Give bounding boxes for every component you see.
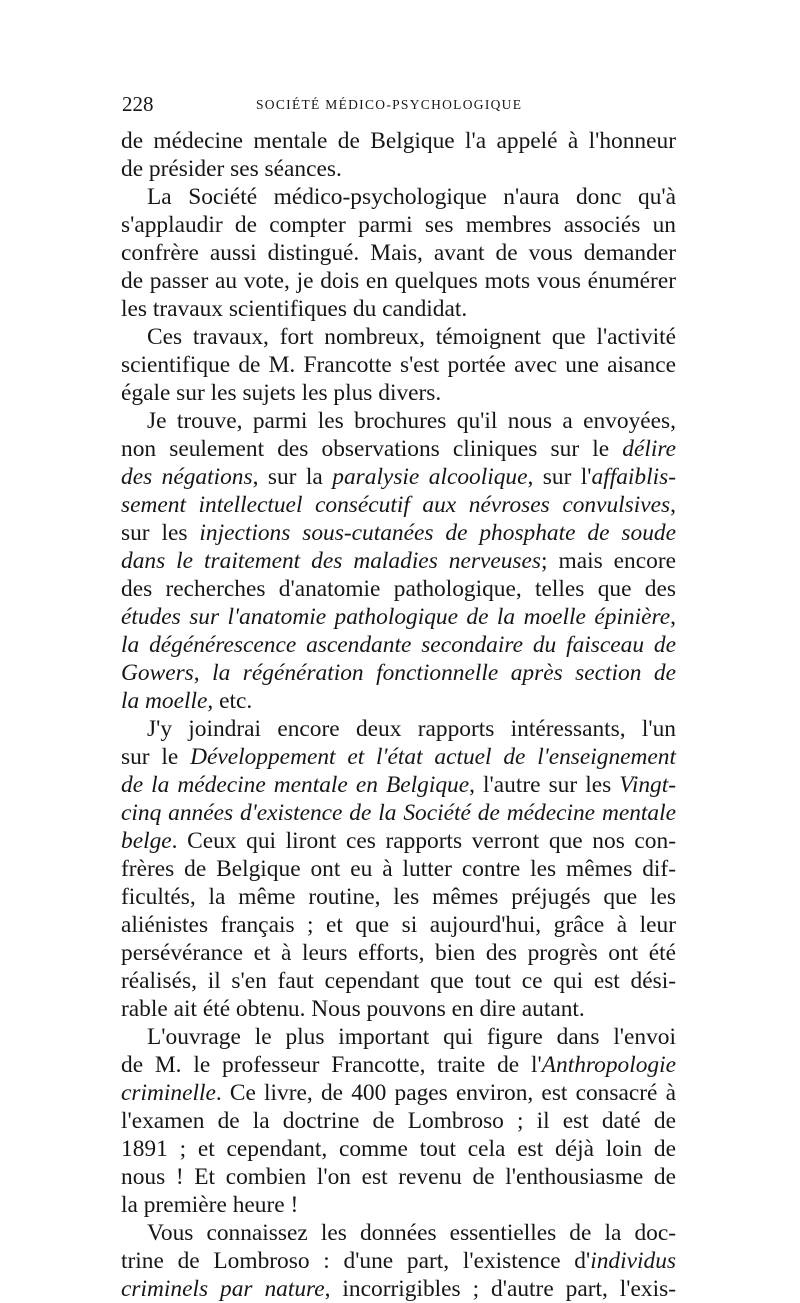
text-segment: . Ce livre, de 400 pages environ, est consacré à	[215, 1080, 676, 1106]
italic-text: injections sous-cutanées de phosphate de soude	[199, 520, 676, 546]
italic-text: paralysie alcoolique	[332, 464, 528, 490]
text-segment: Ces travaux, fort nombreux, témoignent que l'activité	[147, 324, 676, 350]
text-line	[121, 715, 676, 743]
italic-text: études sur l'anatomie pathologique de la moelle épinière	[121, 604, 671, 630]
text-segment: nous ! Et combien l'on est revenu de l'enthousiasme de	[121, 1164, 676, 1190]
text-line	[121, 351, 676, 379]
text-segment: 1891 ; et cependant, comme tout cela est déjà loin de	[121, 1136, 676, 1162]
page-header	[122, 92, 677, 118]
text-line	[121, 799, 676, 827]
text-line	[121, 575, 676, 603]
italic-text: la moelle	[121, 688, 208, 714]
text-line	[121, 435, 676, 463]
text-line	[121, 155, 676, 183]
text-segment: ,	[670, 492, 676, 518]
text-line	[121, 687, 676, 715]
text-segment: réalisés, il s'en faut cependant que tout ce qui est dési-	[121, 968, 676, 994]
text-line	[121, 631, 676, 659]
text-segment: non seulement des observations cliniques sur le	[121, 436, 623, 462]
italic-text: des négations	[121, 464, 253, 490]
text-line	[121, 659, 676, 687]
text-line	[121, 1247, 676, 1275]
text-line	[121, 547, 676, 575]
text-segment: de M. le professeur Francotte, traite de l'	[121, 1052, 542, 1078]
text-segment: Je trouve, parmi les brochures qu'il nous a envoyées,	[147, 408, 676, 434]
text-line	[121, 407, 676, 435]
page-number: 228	[122, 92, 154, 116]
text-segment: la première heure !	[121, 1192, 299, 1218]
text-line	[121, 239, 676, 267]
text-segment: Vous connaissez les données essentielles de la doc-	[147, 1220, 676, 1246]
text-line	[121, 743, 676, 771]
text-line	[121, 827, 676, 855]
text-segment: scientifique de M. Francotte s'est portée avec une aisance	[121, 352, 676, 378]
text-line	[121, 127, 676, 155]
italic-text: criminelle	[121, 1080, 216, 1106]
italic-text: la dégénérescence ascendante secondaire du faisceau de	[121, 632, 676, 658]
italic-text: sement intellectuel consécutif aux névroses convulsives	[121, 492, 671, 518]
running-title: SOCIÉTÉ MÉDICO-PSYCHOLOGIQUE	[256, 97, 523, 112]
text-segment: sur le	[121, 744, 191, 770]
text-line	[121, 519, 676, 547]
text-segment: s'applaudir de compter parmi ses membres associés un	[121, 212, 676, 238]
text-segment: l'examen de la doctrine de Lombroso ; il est daté de	[121, 1108, 676, 1134]
text-line	[121, 1051, 676, 1079]
text-segment: les travaux scientifiques du candidat.	[121, 296, 468, 322]
text-line	[121, 1023, 676, 1051]
italic-text: affaiblis-	[591, 464, 677, 490]
italic-text: Anthropologie	[541, 1052, 676, 1078]
text-segment: ,	[193, 660, 213, 686]
italic-text: cinq années d'existence de la Société de médecine mentale	[121, 800, 676, 826]
italic-text: délire	[622, 436, 676, 462]
text-line	[121, 995, 676, 1023]
text-line	[121, 1079, 676, 1107]
italic-text: Vingt-	[619, 772, 676, 798]
text-line	[121, 1275, 676, 1303]
text-line	[121, 1163, 676, 1191]
text-segment: trine de Lombroso : d'une part, l'existence d'	[121, 1248, 591, 1274]
text-line	[121, 463, 676, 491]
text-line	[121, 323, 676, 351]
text-segment: égale sur les sujets les plus divers.	[121, 380, 442, 406]
text-segment: de passer au vote, je dois en quelques mots vous énumérer	[121, 268, 676, 294]
text-segment: L'ouvrage le plus important qui figure dans l'envoi	[147, 1024, 676, 1050]
text-line	[121, 491, 676, 519]
text-line	[121, 267, 676, 295]
text-line	[121, 183, 676, 211]
text-segment: ,	[670, 604, 676, 630]
text-segment: . Ceux qui liront ces rapports verront que nos con-	[171, 828, 676, 854]
italic-text: de la médecine mentale en Belgique	[121, 772, 470, 798]
text-line	[121, 855, 676, 883]
text-segment: La Société médico-psychologique n'aura donc qu'à	[147, 184, 676, 210]
text-segment: aliénistes français ; et que si aujourd'hui, grâce à leur	[121, 912, 676, 938]
text-line	[121, 939, 676, 967]
text-line	[121, 967, 676, 995]
text-line	[121, 1219, 676, 1247]
text-segment: , l'autre sur les	[469, 772, 620, 798]
text-segment: ; mais encore	[541, 548, 676, 574]
text-line	[121, 1135, 676, 1163]
italic-text: Développement et l'état actuel de l'enseignement	[190, 744, 676, 770]
text-line	[121, 379, 676, 407]
italic-text: Gowers	[121, 660, 194, 686]
text-segment: de présider ses séances.	[121, 156, 342, 182]
italic-text: individus	[590, 1248, 676, 1274]
italic-text: la régénération fonctionnelle après section de	[212, 660, 676, 686]
text-line	[121, 1191, 676, 1219]
italic-text: dans le traitement des maladies nerveuses	[121, 548, 542, 574]
text-line	[121, 295, 676, 323]
text-segment: , sur la	[252, 464, 333, 490]
text-segment: rable ait été obtenu. Nous pouvons en dire autant.	[121, 996, 585, 1022]
text-segment: , sur l'	[527, 464, 592, 490]
italic-text: belge	[121, 828, 172, 854]
text-segment: persévérance et à leurs efforts, bien des progrès ont été	[121, 940, 676, 966]
text-segment: , incorrigibles ; d'autre part, l'exis-	[324, 1276, 676, 1302]
text-line	[121, 883, 676, 911]
text-line	[121, 211, 676, 239]
body-text	[121, 127, 676, 1303]
text-line	[121, 911, 676, 939]
text-segment: J'y joindrai encore deux rapports intéressants, l'un	[147, 716, 676, 742]
text-segment: ficultés, la même routine, les mêmes préjugés que les	[121, 884, 676, 910]
text-line	[121, 771, 676, 799]
text-segment: frères de Belgique ont eu à lutter contre les mêmes dif-	[121, 856, 676, 882]
text-segment: de médecine mentale de Belgique l'a appelé à l'honneur	[121, 128, 676, 154]
text-segment: des recherches d'anatomie pathologique, telles que des	[121, 576, 676, 602]
text-line	[121, 603, 676, 631]
text-line	[121, 1107, 676, 1135]
italic-text: criminels par nature	[121, 1276, 325, 1302]
text-segment: , etc.	[207, 688, 253, 714]
text-segment: sur les	[121, 520, 200, 546]
text-segment: confrère aussi distingué. Mais, avant de vous demander	[121, 240, 676, 266]
